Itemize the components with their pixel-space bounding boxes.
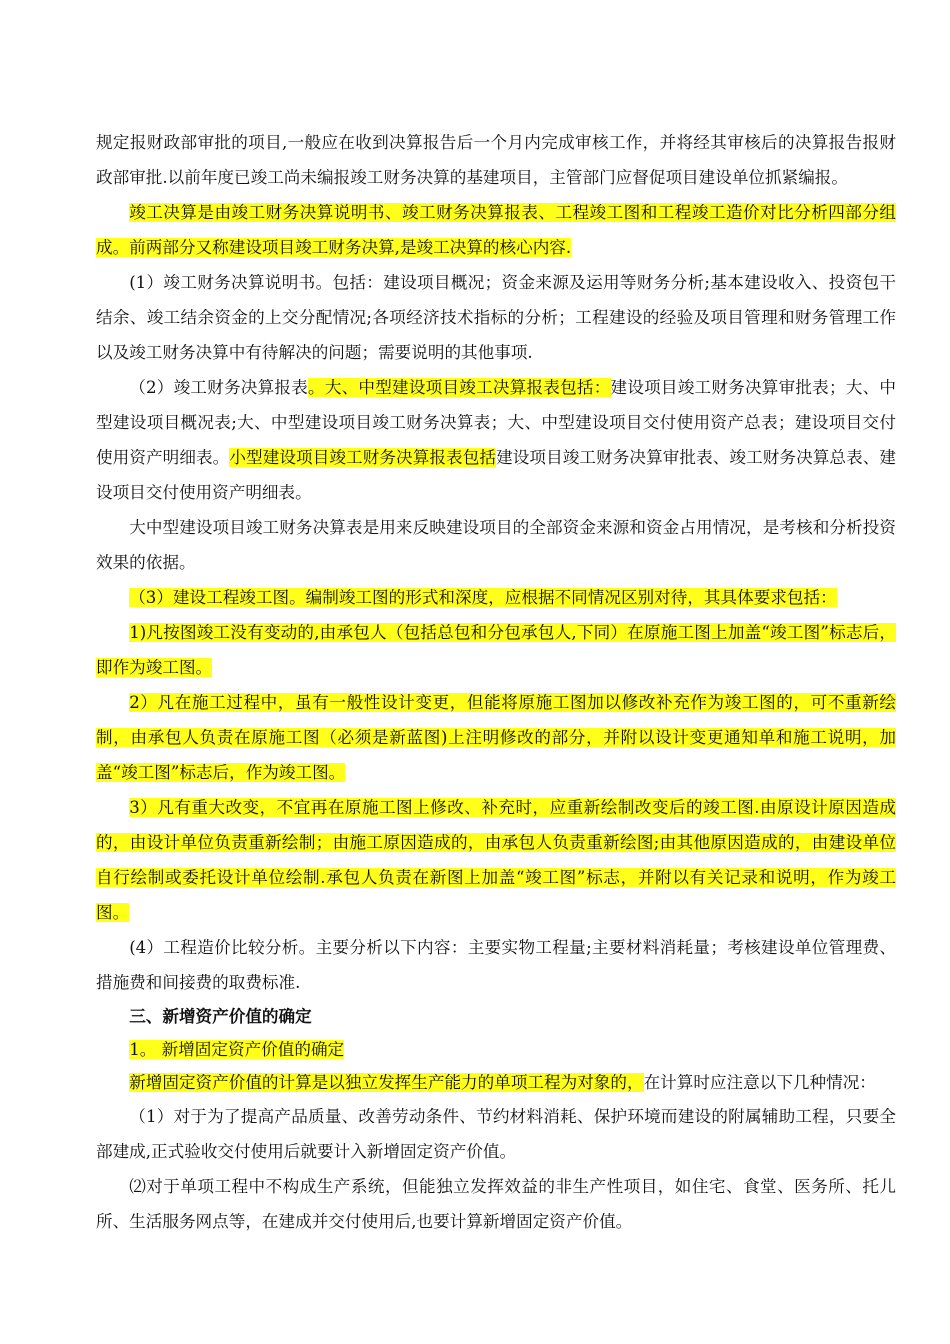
para-p7 (96, 615, 896, 685)
text-run: (4）工程造价比较分析。主要分析以下内容：主要实物工程量;主要材料消耗量；考核建设单位管理费、措施费和间接费的取费标准. (96, 938, 896, 992)
para-p6 (96, 580, 896, 615)
text-run: 大中型建设项目竣工财务决算表是用来反映建设项目的全部资金来源和资金占用情况，是考核和分析投资效果的依据。 (96, 518, 896, 572)
para-p8 (96, 685, 896, 790)
text-run: 建设项目竣工财务决算审批表、竣工财务决算总表、建设项目交付使用资产明细表。 (96, 448, 897, 502)
highlighted-text: 1。 新增固定资产价值的确定 (129, 1040, 345, 1059)
highlighted-text: 新增固定资产价值的计算是以独立发挥生产能力的单项工程为对象的， (129, 1073, 644, 1092)
highlighted-text: 1)凡按图竣工没有变动的,由承包人（包括总包和分包承包人,下同）在原施工图上加盖“竣工图”标志后，即作为竣工图。 (96, 623, 896, 677)
para-p15 (96, 1169, 896, 1239)
highlighted-text: （3）建设工程竣工图。编制竣工图的形式和深度，应根据不同情况区别对待，其具体要求包括： (129, 588, 837, 607)
highlighted-text: 竣工决算是由竣工财务决算说明书、竣工财务决算报表、工程竣工图和工程竣工造价对比分析四部分组成。前两部分又称建设项目竣工财务决算,是竣工决算的核心内容. (96, 203, 896, 257)
section-heading (96, 1000, 896, 1033)
para-p14 (96, 1099, 896, 1169)
para-p13 (96, 1066, 896, 1099)
para-p4 (96, 370, 896, 510)
text-run: (1）竣工财务决算说明书。包括：建设项目概况；资金来源及运用等财务分析;基本建设收入、投资包干结余、竣工结余资金的上交分配情况;各项经济技术指标的分析；工程建设的经验及项目管理和财务管理工作以及竣工财务决算中有待解决的问题；需要说明的其他事项. (96, 273, 896, 362)
highlighted-text: 2）凡在施工过程中，虽有一般性设计变更，但能将原施工图加以修改补充作为竣工图的，可不重新绘制，由承包人负责在原施工图（必须是新蓝图)上注明修改的部分，并附以设计变更通知单和施工说明，加盖“竣工图”标志后，作为竣工图。 (96, 693, 896, 782)
para-p2 (96, 195, 896, 265)
text-run: ⑵对于单项工程中不构成生产系统，但能独立发挥效益的非生产性项目，如住宅、食堂、医务所、托儿所、生活服务网点等，在建成并交付使用后,也要计算新增固定资产价值。 (96, 1177, 896, 1231)
para-p1 (96, 125, 896, 195)
document-page (96, 125, 896, 1239)
para-p9 (96, 790, 896, 930)
highlighted-text: 小型建设项目竣工财务决算报表包括 (229, 448, 497, 467)
text-run: 建设项目竣工财务决算审批表；大、中型建设项目概况表;大、中型建设项目竣工财务决算表；大、中型建设项目交付使用资产总表；建设项目交付使用资产明细表。 (96, 378, 896, 467)
text-run: （1）对于为了提高产品质量、改善劳动条件、节约材料消耗、保护环境而建设的附属辅助工程，只要全部建成,正式验收交付使用后就要计入新增固定资产价值。 (96, 1107, 896, 1161)
text-run: （2）竣工财务决算报表 (129, 378, 309, 397)
para-p10 (96, 930, 896, 1000)
para-p5 (96, 510, 896, 580)
text-run: 规定报财政部审批的项目,一般应在收到决算报告后一个月内完成审核工作，并将经其审核后的决算报告报财政部审批.以前年度已竣工尚未编报竣工财务决算的基建项目，主管部门应督促项目建设单位抓紧编报。 (96, 133, 896, 187)
heading-text: 三、新增资产价值的确定 (129, 1006, 312, 1026)
para-p3 (96, 265, 896, 370)
text-run: 在计算时应注意以下几种情况： (643, 1073, 876, 1092)
subsection-heading (96, 1033, 896, 1066)
highlighted-text: 。大、中型建设项目竣工决算报表包括： (308, 378, 611, 397)
highlighted-text: 3）凡有重大改变，不宜再在原施工图上修改、补充时，应重新绘制改变后的竣工图.由原设计原因造成的，由设计单位负责重新绘制；由施工原因造成的，由承包人负责重新绘图;由其他原因造成的，由建设单位自行绘制或委托设计单位绘制.承包人负责在新图上加盖“竣工图”标志，并附以有关记录和说明，作为竣工图。 (96, 798, 896, 922)
